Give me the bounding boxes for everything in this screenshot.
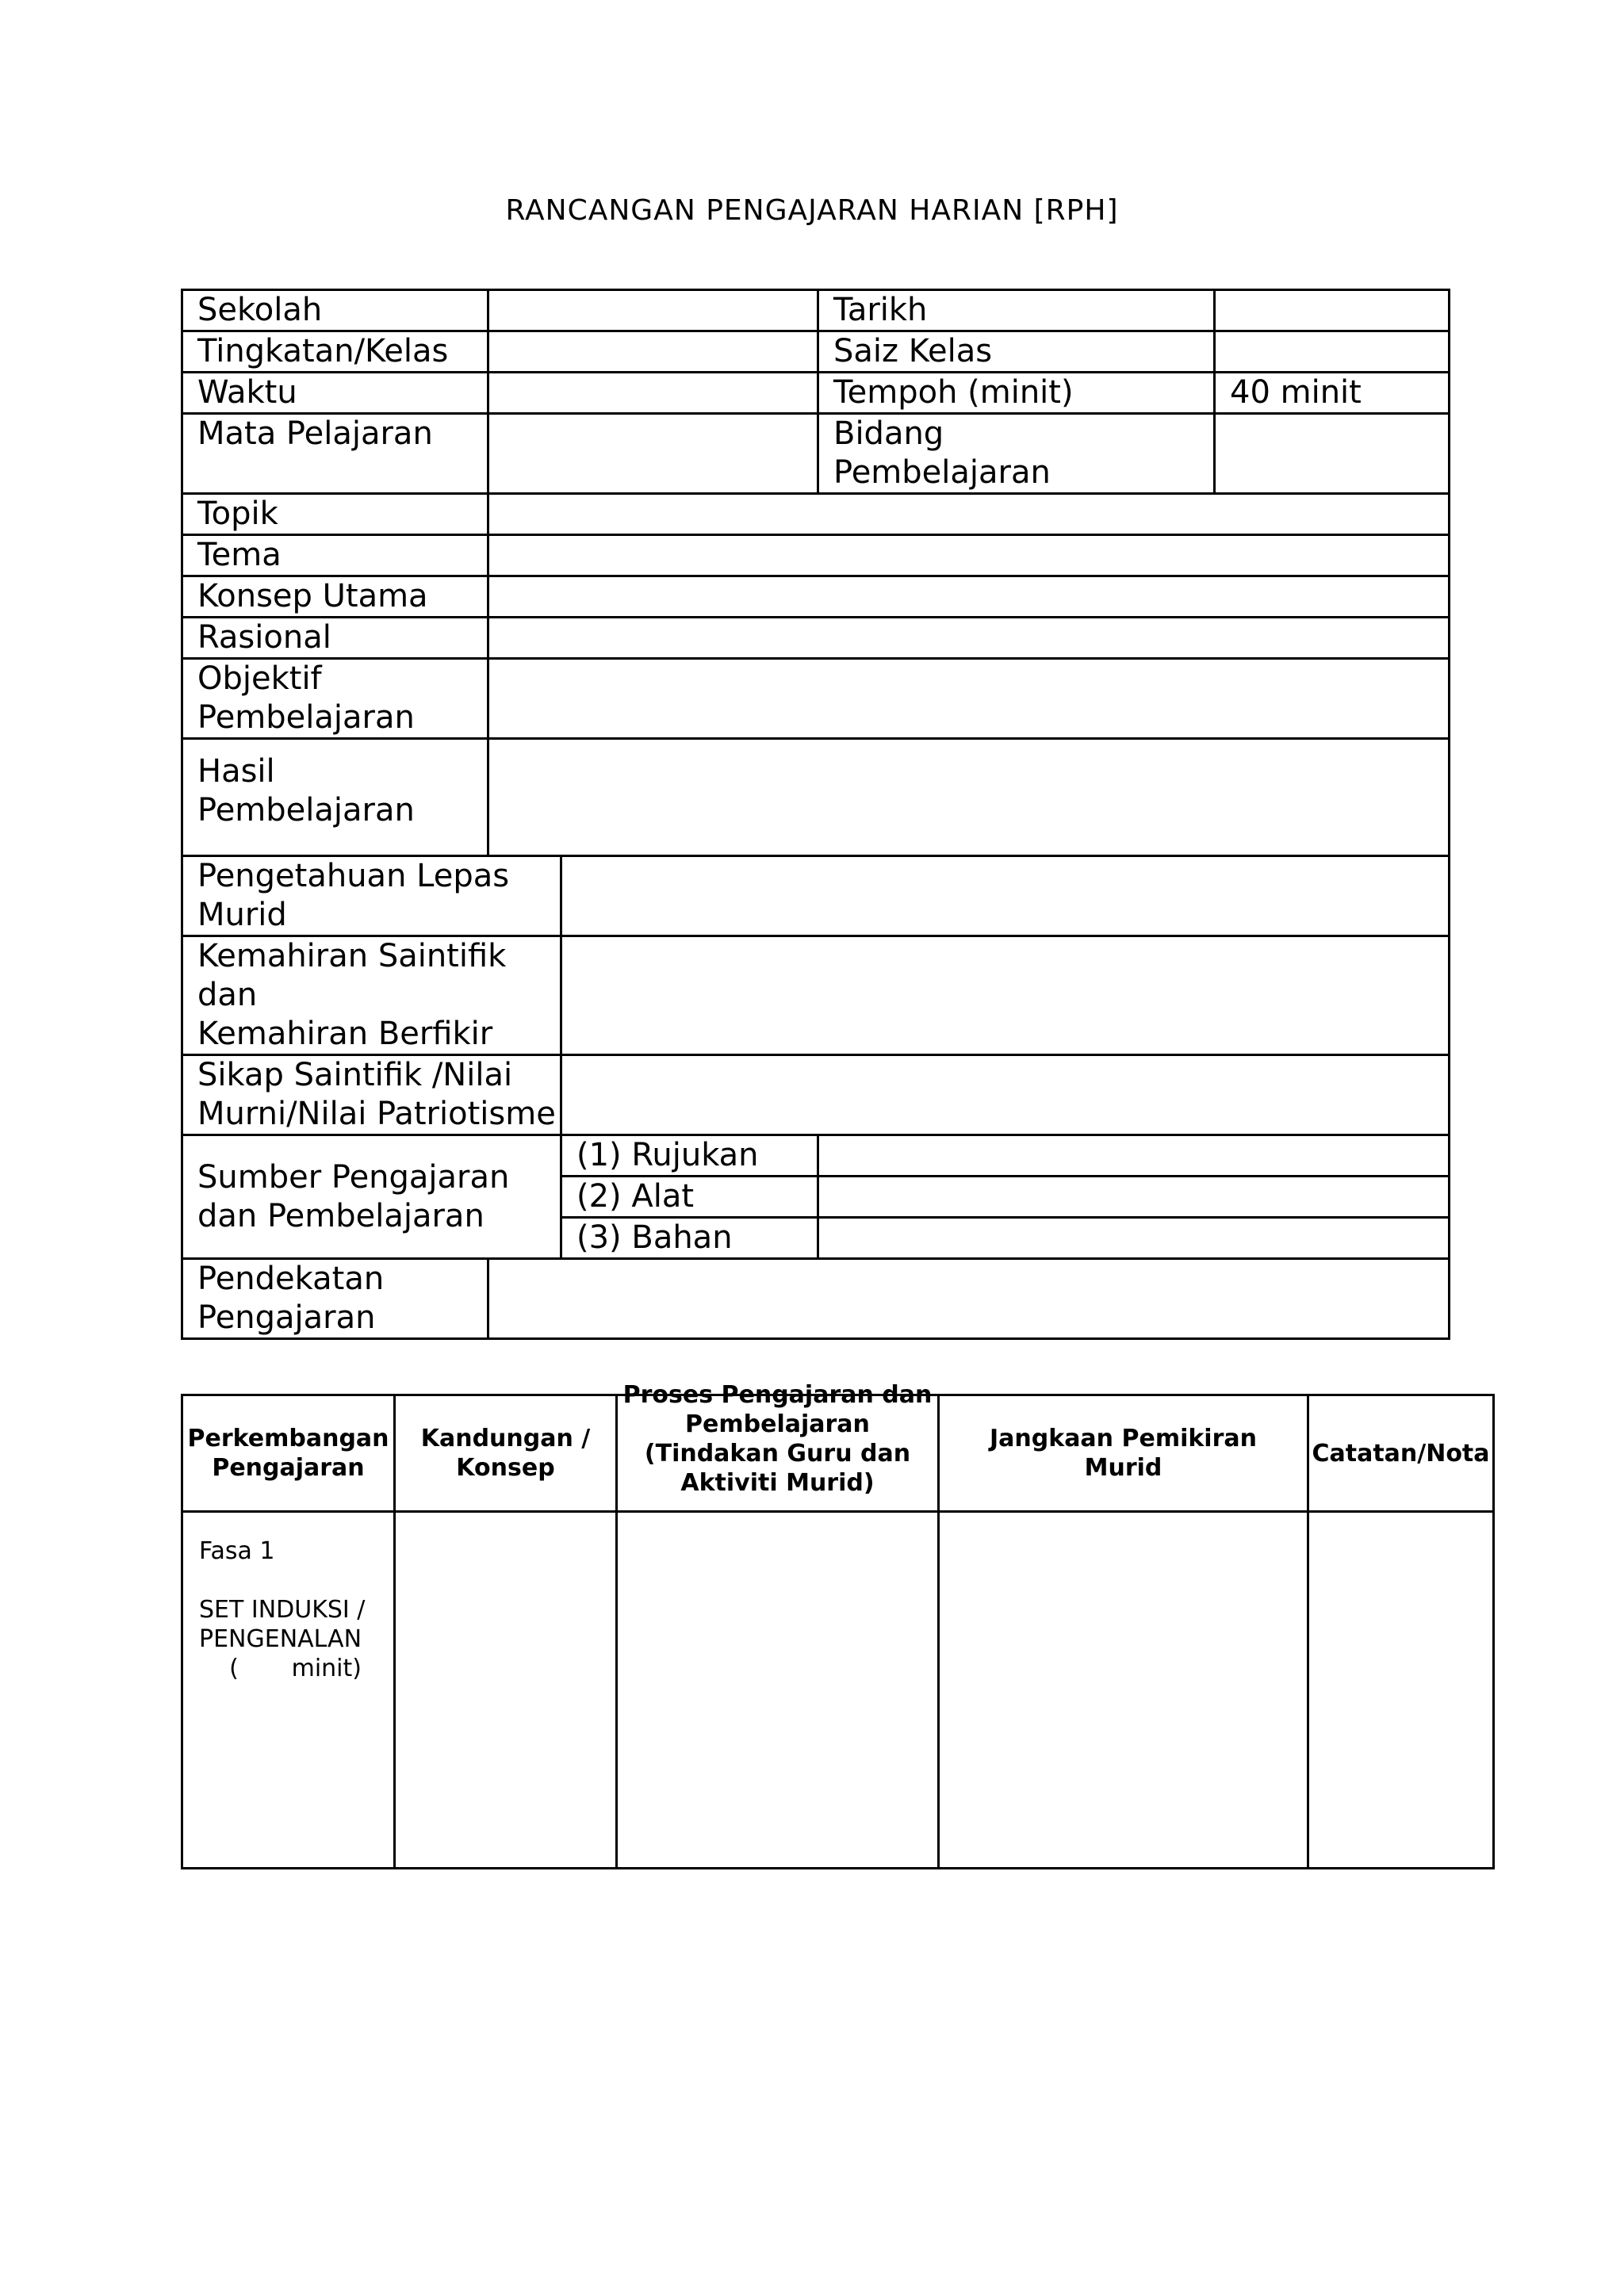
field-sikap-nilai[interactable] <box>561 1055 1450 1135</box>
field-objektif-pembelajaran[interactable] <box>488 659 1450 739</box>
row-konsep-utama <box>182 576 1450 618</box>
row-mata-pelajaran <box>182 414 1450 494</box>
cell-proses[interactable] <box>617 1512 939 1869</box>
row-sumber-rujukan <box>182 1135 1450 1177</box>
label-sekolah: Sekolah <box>182 290 488 331</box>
header-perkembangan-pengajaran: Perkembangan Pengajaran <box>182 1395 395 1512</box>
lesson-info-table <box>181 289 1450 1340</box>
label-pengetahuan-lepas: Pengetahuan Lepas Murid <box>182 856 561 936</box>
label-bidang-pembelajaran: Bidang Pembelajaran <box>818 414 1215 494</box>
pengenalan-label: PENGENALAN <box>199 1625 362 1653</box>
label-alat: (2) Alat <box>561 1177 818 1218</box>
row-sikap <box>182 1055 1450 1135</box>
field-pendekatan-pengajaran[interactable] <box>488 1259 1450 1339</box>
fasa-label: Fasa 1 <box>199 1537 275 1565</box>
label-sumber-pengajaran: Sumber Pengajaran dan Pembelajaran <box>182 1135 561 1259</box>
row-sekolah <box>182 290 1450 331</box>
label-konsep-utama: Konsep Utama <box>182 576 488 618</box>
field-alat[interactable] <box>818 1177 1450 1218</box>
row-tingkatan <box>182 331 1450 373</box>
field-sekolah[interactable] <box>488 290 818 331</box>
field-rujukan[interactable] <box>818 1135 1450 1177</box>
minit-label: ( minit) <box>199 1655 362 1682</box>
label-tingkatan-kelas: Tingkatan/Kelas <box>182 331 488 373</box>
label-mata-pelajaran: Mata Pelajaran <box>182 414 488 494</box>
header-kandungan-konsep: Kandungan / Konsep <box>395 1395 617 1512</box>
row-tema <box>182 535 1450 576</box>
field-konsep-utama[interactable] <box>488 576 1450 618</box>
field-pengetahuan-lepas[interactable] <box>561 856 1450 936</box>
field-topik[interactable] <box>488 494 1450 535</box>
field-tarikh[interactable] <box>1215 290 1450 331</box>
label-saiz-kelas: Saiz Kelas <box>818 331 1215 373</box>
field-tema[interactable] <box>488 535 1450 576</box>
label-sikap-nilai: Sikap Saintifik /Nilai Murni/Nilai Patriotisme <box>182 1055 561 1135</box>
row-pendekatan <box>182 1259 1450 1339</box>
row-topik <box>182 494 1450 535</box>
label-tempoh: Tempoh (minit) <box>818 373 1215 414</box>
field-bahan[interactable] <box>818 1218 1450 1259</box>
cell-jangkaan[interactable] <box>939 1512 1308 1869</box>
label-tema: Tema <box>182 535 488 576</box>
label-rasional: Rasional <box>182 618 488 659</box>
row-kemahiran <box>182 936 1450 1055</box>
label-rujukan: (1) Rujukan <box>561 1135 818 1177</box>
lesson-row-fasa-1 <box>182 1512 1494 1869</box>
cell-kandungan[interactable] <box>395 1512 617 1869</box>
row-rasional <box>182 618 1450 659</box>
lesson-header-row <box>182 1395 1494 1512</box>
field-rasional[interactable] <box>488 618 1450 659</box>
header-proses-pengajaran: Proses Pengajaran dan Pembelajaran (Tindakan Guru dan Aktiviti Murid) <box>617 1395 939 1512</box>
field-kemahiran[interactable] <box>561 936 1450 1055</box>
cell-catatan[interactable] <box>1308 1512 1494 1869</box>
label-kemahiran: Kemahiran Saintifik dan Kemahiran Berfikir <box>182 936 561 1055</box>
label-pendekatan-pengajaran: Pendekatan Pengajaran <box>182 1259 488 1339</box>
field-bidang-pembelajaran[interactable] <box>1215 414 1450 494</box>
row-pengetahuan <box>182 856 1450 936</box>
field-tingkatan-kelas[interactable] <box>488 331 818 373</box>
header-catatan-nota: Catatan/Nota <box>1308 1395 1494 1512</box>
field-saiz-kelas[interactable] <box>1215 331 1450 373</box>
label-waktu: Waktu <box>182 373 488 414</box>
row-objektif <box>182 659 1450 739</box>
set-induksi-label: SET INDUKSI / <box>199 1596 366 1624</box>
header-jangkaan-pemikiran: Jangkaan Pemikiran Murid <box>939 1395 1308 1512</box>
label-bahan: (3) Bahan <box>561 1218 818 1259</box>
label-tarikh: Tarikh <box>818 290 1215 331</box>
row-waktu <box>182 373 1450 414</box>
field-hasil-pembelajaran[interactable] <box>488 739 1450 856</box>
field-waktu[interactable] <box>488 373 818 414</box>
label-objektif-pembelajaran: Objektif Pembelajaran <box>182 659 488 739</box>
label-hasil-pembelajaran: Hasil Pembelajaran <box>182 739 488 856</box>
field-mata-pelajaran[interactable] <box>488 414 818 494</box>
lesson-activity-table <box>181 1381 1495 1869</box>
document-title: RANCANGAN PENGAJARAN HARIAN [RPH] <box>505 194 1119 227</box>
cell-fasa-1[interactable] <box>182 1512 395 1869</box>
row-hasil <box>182 739 1450 856</box>
value-tempoh[interactable]: 40 minit <box>1215 373 1450 414</box>
label-topik: Topik <box>182 494 488 535</box>
